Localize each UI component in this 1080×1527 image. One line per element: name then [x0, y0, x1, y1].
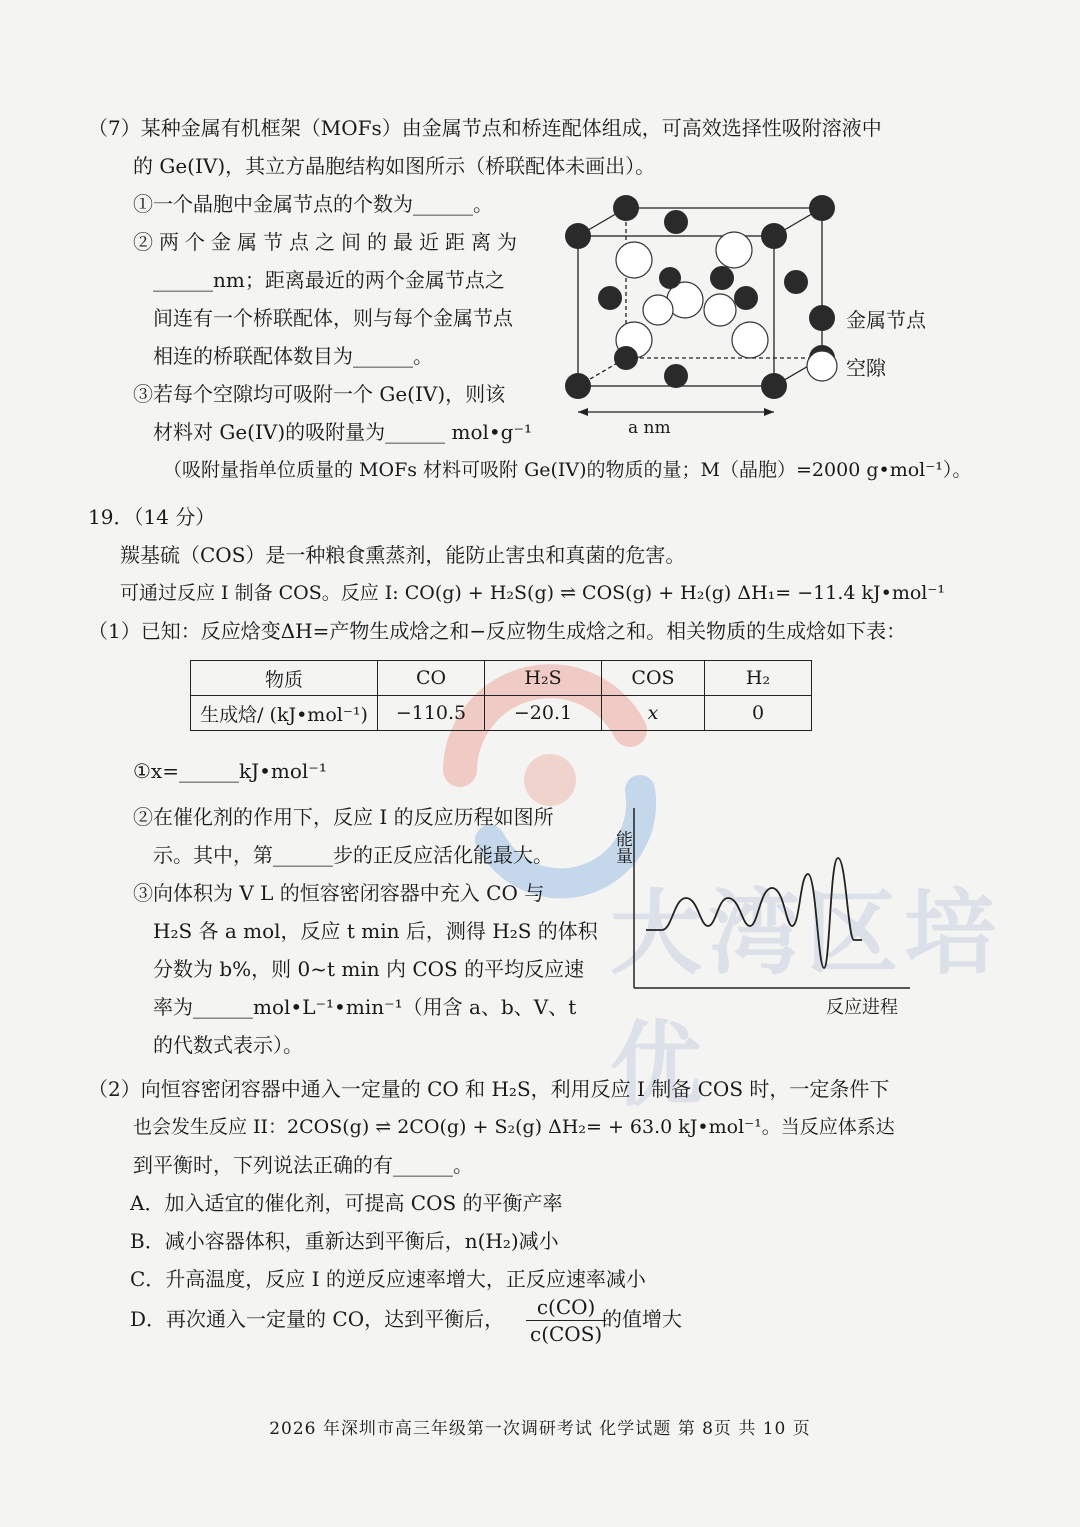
q19-answer3-line1: ③向体积为 V L 的恒容密闭容器中充入 CO 与: [133, 881, 545, 905]
q7-sub3-line1: ③若每个空隙均可吸附一个 Ge(IV)，则该: [133, 382, 506, 406]
q7-intro-line1: （7）某种金属有机框架（MOFs）由金属节点和桥连配体组成，可高效选择性吸附溶液中: [88, 116, 882, 140]
table-cell: 0: [705, 696, 812, 731]
table-cell: COS: [602, 661, 705, 696]
table-row: [191, 696, 812, 731]
enthalpy-table: [190, 660, 812, 731]
legend-void-icon: [807, 351, 837, 381]
graph-y-label: 能量: [612, 830, 632, 864]
q7-sub2-line4: 相连的桥联配体数目为______。: [153, 344, 433, 368]
table-cell: H₂: [705, 661, 812, 696]
option-b: B．减小容器体积，重新达到平衡后，n(H₂)减小: [130, 1229, 559, 1253]
q7-sub3-line2: 材料对 Ge(IV)的吸附量为______ mol•g⁻¹: [153, 420, 533, 444]
fraction-denominator: c(COS): [530, 1322, 603, 1346]
option-c: C．升高温度，反应 I 的逆反应速率增大，正反应速率减小: [130, 1267, 646, 1291]
q19-answer3-line3: 分数为 b%，则 0~t min 内 COS 的平均反应速: [153, 957, 585, 981]
option-d-fraction: [526, 1294, 606, 1347]
option-d-prefix: D．再次通入一定量的 CO，达到平衡后，: [130, 1307, 505, 1331]
page-footer: 2026 年深圳市高三年级第一次调研考试 化学试题 第 8页 共 10 页: [269, 1419, 811, 1439]
q19-answer1: ①x=______kJ•mol⁻¹: [133, 759, 327, 783]
q7-sub2-line3: 间连有一个桥联配体，则与每个金属节点: [153, 306, 513, 330]
q19-part2-line3: 到平衡时，下列说法正确的有______。: [133, 1153, 473, 1177]
energy-curve: [646, 858, 862, 968]
graph-x-label: 反应进程: [826, 997, 898, 1018]
fraction-numerator: c(CO): [526, 1294, 606, 1321]
table-cell: 物质: [191, 661, 378, 696]
q7-sub1: ①一个晶胞中金属节点的个数为______。: [133, 192, 493, 216]
legend-node-icon: [809, 305, 835, 331]
q7-note: （吸附量指单位质量的 MOFs 材料可吸附 Ge(IV)的物质的量；M（晶胞）=2000 g•mol⁻¹）。: [163, 459, 972, 481]
table-cell: 生成焓/ (kJ•mol⁻¹): [191, 696, 378, 731]
q19-answer3-line4: 率为______mol•L⁻¹•min⁻¹（用含 a、b、V、t: [153, 995, 577, 1019]
q19-part2-line1: （2）向恒容密闭容器中通入一定量的 CO 和 H₂S，利用反应 I 制备 COS 时，一定条件下: [88, 1077, 890, 1101]
q19-answer2-line2: 示。其中，第______步的正反应活化能最大。: [153, 843, 553, 867]
q19-part2-line2: 也会发生反应 II：2COS(g) ⇌ 2CO(g) + S₂(g) ΔH₂= + 63.0 kJ•mol⁻¹。当反应体系达: [133, 1116, 895, 1138]
table-header-row: [191, 661, 812, 696]
energy-profile-graph: [600, 800, 920, 1000]
table-cell: −20.1: [485, 696, 602, 731]
watermark-text: 大湾区培优: [610, 880, 1003, 1119]
q19-part1-intro: （1）已知：反应焓变ΔH=产物生成焓之和−反应物生成焓之和。相关物质的生成焓如下表：: [88, 619, 907, 643]
q19-answer2-line1: ②在催化剂的作用下，反应 I 的反应历程如图所: [133, 805, 554, 829]
option-d-suffix: 的值增大: [602, 1307, 682, 1331]
q7-intro-line2: 的 Ge(IV)，其立方晶胞结构如图所示（桥联配体未画出）。: [133, 154, 656, 178]
q19-line1: 羰基硫（COS）是一种粮食熏蒸剂，能防止害虫和真菌的危害。: [120, 543, 686, 567]
q19-reaction-I: 可通过反应 I 制备 COS。反应 I: CO(g) + H₂S(g) ⇌ COS(g) + H₂(g) ΔH₁= −11.4 kJ•mol⁻¹: [120, 582, 946, 604]
table-cell: −110.5: [378, 696, 485, 731]
q19-header: 19．（14 分）: [88, 505, 216, 529]
q19-answer3-line2: H₂S 各 a mol，反应 t min 后，测得 H₂S 的体积: [153, 919, 598, 943]
option-a: A．加入适宜的催化剂，可提高 COS 的平衡产率: [130, 1191, 563, 1215]
q7-sub2-line1: ②两个金属节点之间的最近距离为: [133, 230, 523, 254]
q19-answer3-line5: 的代数式表示）。: [153, 1033, 303, 1057]
table-cell: x: [602, 696, 705, 731]
legend-void-label: 空隙: [846, 356, 886, 380]
table-cell: CO: [378, 661, 485, 696]
table-cell: H₂S: [485, 661, 602, 696]
legend-node-label: 金属节点: [846, 308, 926, 332]
q7-sub2-line2: ______nm；距离最近的两个金属节点之: [153, 268, 505, 292]
edge-length-label: a nm: [628, 418, 671, 438]
